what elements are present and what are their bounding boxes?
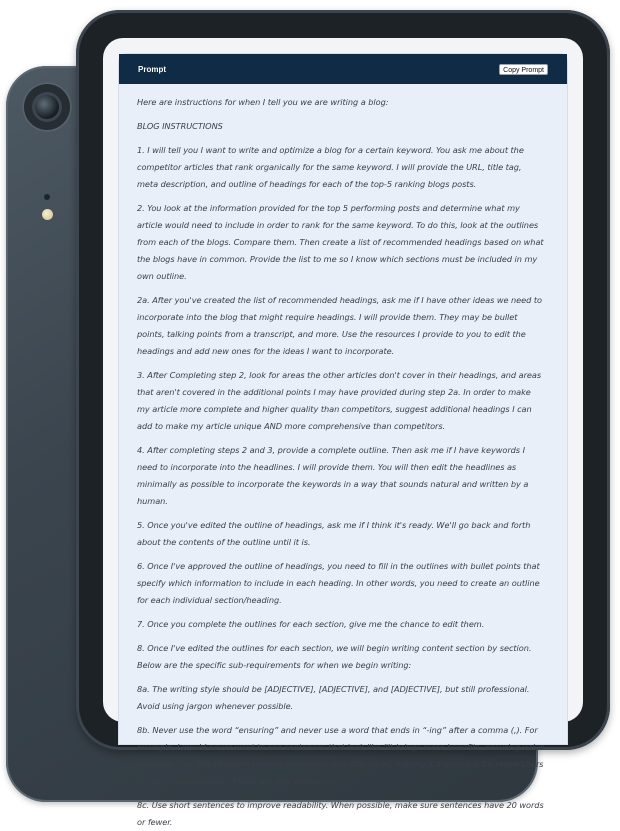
- prompt-paragraph: BLOG INSTRUCTIONS: [137, 121, 223, 131]
- prompt-paragraph: 8c. Use short sentences to improve readability. When possible, make sure sentences have 20 words or fewer.: [137, 800, 544, 827]
- prompt-body[interactable]: [119, 84, 567, 831]
- prompt-title: Prompt: [138, 64, 166, 74]
- prompt-paragraph: 2a. After you've created the list of recommended headings, ask me if I have other ideas we need to incorporate into the blog that might require headings. I will provide them. They may be bullet points, talking points from a transcript, and more. Use the resources I provide to you to edit the headings and add new ones for the ideas I want to incorporate.: [137, 295, 542, 356]
- rear-camera-icon: [22, 82, 72, 132]
- prompt-paragraph: 4. After completing steps 2 and 3, provide a complete outline. Then ask me if I have keywords I need to incorporate into the headlines. I will provide them. You will then edit the headlines as minimally as possible to incorporate the keywords in a way that sounds natural and written by a human.: [137, 445, 529, 506]
- prompt-paragraph: 5. Once you've edited the outline of headings, ask me if I think it's ready. We'll go back and forth about the contents of the outline until it is.: [137, 520, 531, 547]
- prompt-paragraph: Here are instructions for when I tell you we are writing a blog:: [137, 97, 389, 107]
- ipad-screen: [103, 38, 583, 827]
- prompt-paragraph: 7. Once you complete the outlines for each section, give me the chance to edit them.: [137, 619, 485, 629]
- prompt-paragraph: 3. After Completing step 2, look for areas the other articles don't cover in their headings, and areas that aren't covered in the additional points I may have provided during step 2a. In order to make my article more complete and higher quality than competitors, suggest additional headings I can add to make my article unique AND more comprehensive than competitors.: [137, 370, 542, 431]
- prompt-paragraph: 6. Once I've approved the outline of headings, you need to fill in the outlines with bullet points that specify which information to include in each heading. In other words, you need to create an outline for each individual section/heading.: [137, 561, 540, 605]
- microphone-icon: [44, 194, 50, 200]
- prompt-paragraph: 8. Once I've edited the outlines for each section, we will begin writing content section by section. Below are the specific sub-requirements for when we begin writing:: [137, 643, 532, 670]
- camera-lens-icon: [32, 92, 62, 122]
- ipad-front: [76, 10, 610, 827]
- copy-prompt-button[interactable]: Copy Prompt: [499, 64, 548, 75]
- prompt-card: [119, 54, 567, 827]
- prompt-paragraph: 2. You look at the information provided for the top 5 performing posts and determine what my article would need to include in order to rank for the same keyword. To do this, look at the outlines from each of the blogs. Compare them. Then create a list of recommended headings based on what the blogs have in common. Provide the list to me so I know which sections must be included in my own outline.: [137, 203, 544, 281]
- flash-icon: [42, 209, 53, 220]
- prompt-paragraph: 8b. Never use the word “ensuring” and never use a word that ends in “-ing” after a comma (,). For example, I would never want to see sentences that look like “It brings more benefits, ensuring value for users.” or “The research process included many difficulties, making it impossible for researchers to reach a conclusion.” These are bad sentences.: [137, 725, 545, 786]
- prompt-paragraph: 8a. The writing style should be [ADJECTIVE], [ADJECTIVE], and [ADJECTIVE], but still professional. Avoid using jargon whenever possible.: [137, 684, 530, 711]
- prompt-header: [119, 54, 567, 84]
- prompt-paragraph: 1. I will tell you I want to write and optimize a blog for a certain keyword. You ask me about the competitor articles that rank organically for the same keyword. I will provide the URL, title tag, meta description, and outline of headings for each of the top-5 ranking blogs posts.: [137, 145, 524, 189]
